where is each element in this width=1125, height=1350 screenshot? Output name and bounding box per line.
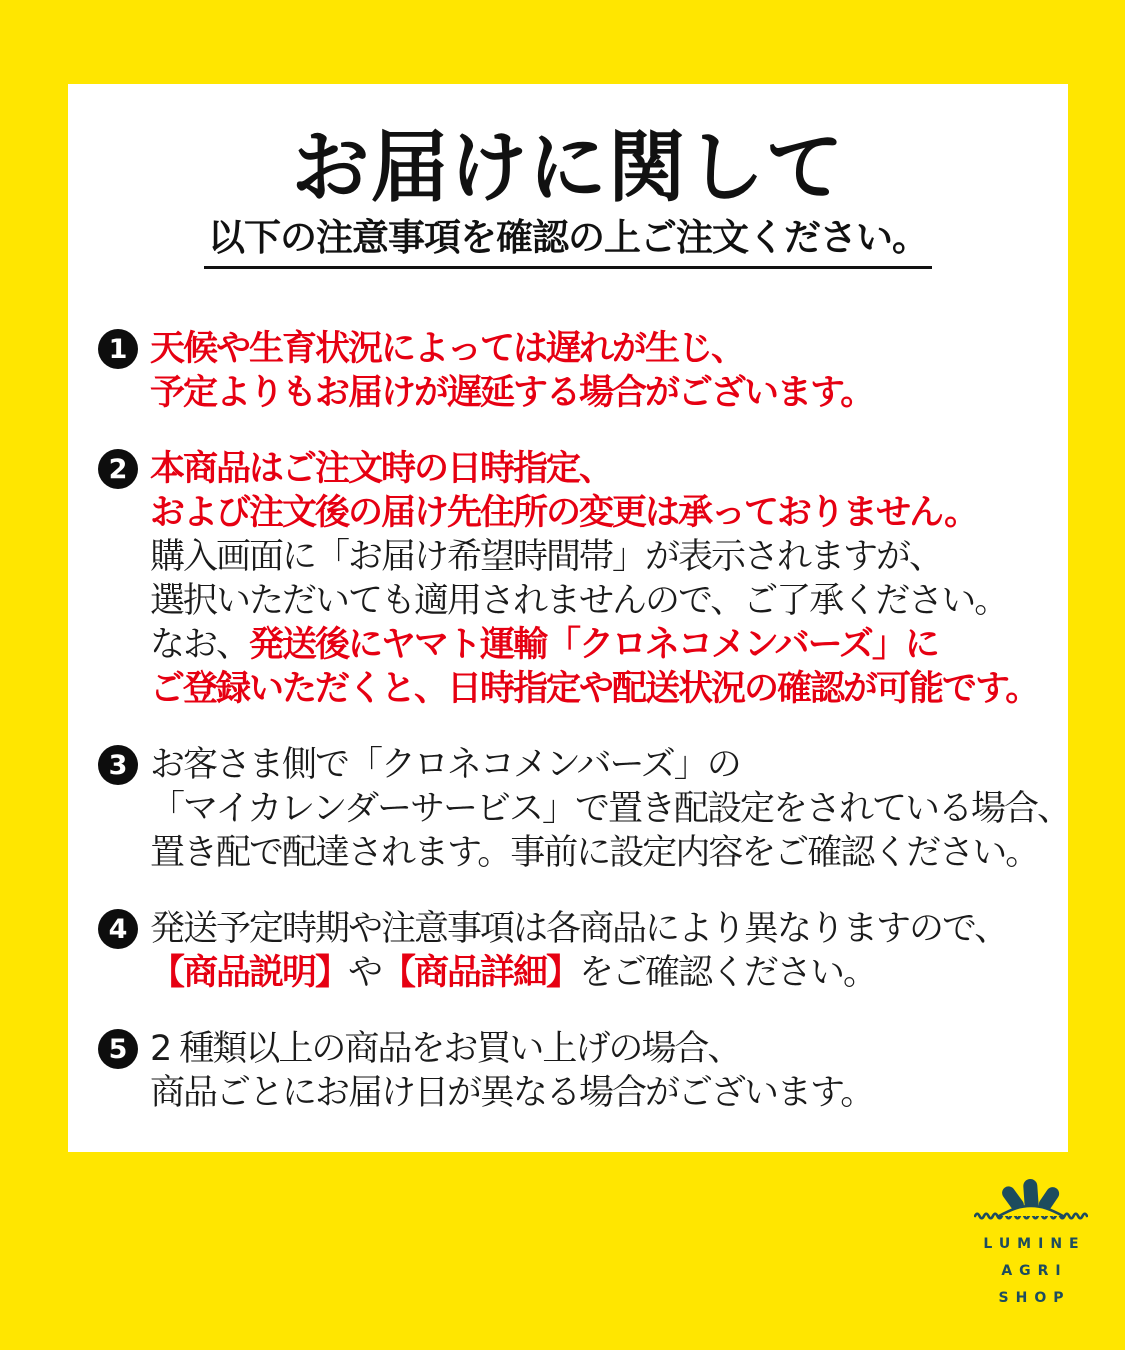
note-line [150,743,1070,787]
note-line [150,579,1038,623]
text-segment: 2 種類以上の商品をお買い上げの場合、 [150,1029,741,1070]
note-line [150,667,1038,711]
text-segment: お客さま側で「クロネコメンバーズ」の [150,745,740,786]
note-item [98,1027,1032,1115]
note-number-badge: 4 [98,909,138,949]
text-segment: 【商品説明】 [150,953,349,994]
brand-name-line3: SHOP [998,1290,1071,1306]
note-number-badge: 2 [98,449,138,489]
text-segment: 本商品はご注文時の日時指定、 [150,449,613,490]
notice-panel [68,84,1068,1152]
note-text [150,907,1007,995]
note-text [150,1027,873,1115]
note-line [150,327,873,371]
text-segment: 購入画面に「お届け希望時間帯」が表示されますが、 [150,537,943,578]
text-segment: 選択いただいても適用されませんので、ご了承ください。 [150,581,1008,622]
note-line [150,787,1070,831]
subtitle-wrap [68,216,1068,269]
note-line [150,491,1038,535]
text-segment: 予定よりもお届けが遅延する場合がございます。 [150,373,874,414]
note-item [98,327,1032,415]
note-text [150,327,873,415]
note-text [150,743,1070,875]
note-line [150,907,1007,951]
brand-name-line2: AGRI [1001,1263,1068,1279]
text-segment: 【商品詳細】 [381,953,580,994]
text-segment: 発送後にヤマト運輸「クロネコメンバーズ」に [249,625,938,666]
brand-logo [948,1176,1114,1305]
text-segment: ご登録いただくと、日時指定や配送状況の確認が可能です。 [150,669,1039,710]
note-number-badge: 5 [98,1029,138,1069]
note-line [150,623,1038,667]
text-segment: 商品ごとにお届け日が異なる場合がございます。 [150,1073,874,1114]
text-segment: や [348,953,382,994]
text-segment: 天候や生育状況によっては遅れが生じ、 [150,329,745,370]
note-text [150,447,1038,711]
note-line [150,1071,873,1115]
note-line [150,1027,873,1071]
page-subtitle: 以下の注意事項を確認の上ご注文ください。 [204,216,932,269]
note-line [150,951,1007,995]
text-segment: なお、 [150,625,250,666]
notes-list [98,327,1070,1115]
note-item [98,447,1039,711]
page-title: お届けに関して [291,123,845,213]
note-number-badge: 3 [98,745,138,785]
note-line [150,447,1038,491]
text-segment: 発送予定時期や注意事項は各商品により異なりますので、 [150,909,1008,950]
text-segment: をご確認ください。 [579,953,877,994]
sprout-hill-icon [974,1176,1088,1224]
note-line [150,831,1070,875]
text-segment: 置き配で配達されます。事前に設定内容をご確認ください。 [150,833,1039,874]
brand-name-line1: LUMINE [983,1236,1086,1252]
note-number-badge: 1 [98,329,138,369]
note-line [150,371,873,415]
note-line [150,535,1038,579]
note-item [98,743,1070,875]
note-item [98,907,1032,995]
text-segment: および注文後の届け先住所の変更は承っておりません。 [150,493,978,534]
text-segment: 「マイカレンダーサービス」で置き配設定をされている場合、 [150,789,1070,830]
